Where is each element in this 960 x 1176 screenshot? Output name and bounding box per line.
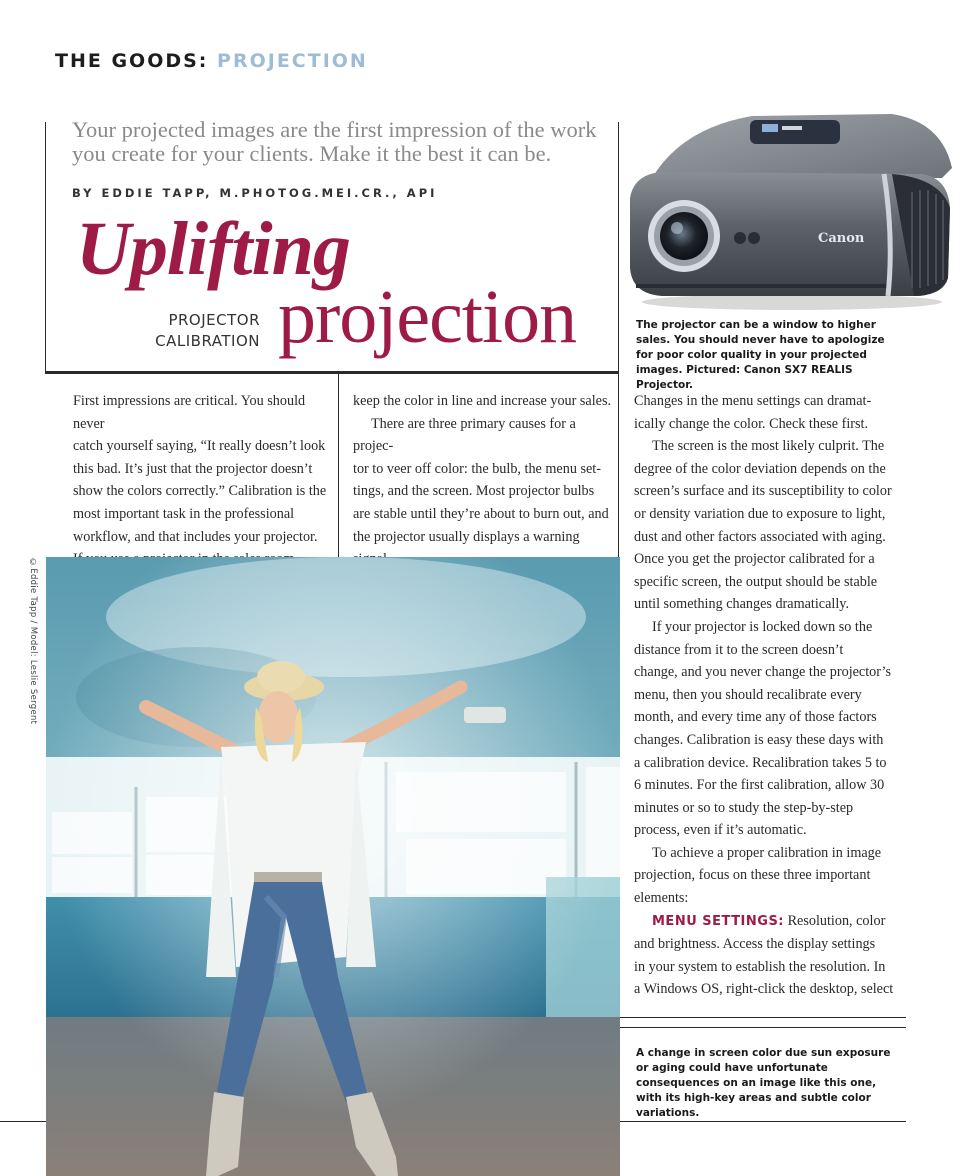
column-3 <box>634 390 906 1001</box>
col3-line: process, even if it’s automatic. <box>634 822 807 839</box>
model-photo-illustration <box>46 557 620 1176</box>
col3-menu-line <box>634 910 906 934</box>
subtitle <box>120 310 260 352</box>
section-header <box>55 50 368 72</box>
col2-line: are stable until they’re about to burn out, and <box>353 505 609 522</box>
article-deck: Your projected images are the first impression of the work you create for your clients. Make it the best it can be. <box>72 117 597 166</box>
col3-line: specific screen, the output should be stable <box>634 573 878 590</box>
col3-line: elements: <box>634 890 689 907</box>
section-name: PROJECTION <box>217 50 368 72</box>
title-uplifting: Uplifting <box>76 207 350 291</box>
col3-line: changes. Calibration is easy these days with <box>634 731 884 748</box>
col1-line: this bad. It’s just that the projector doesn’t <box>73 460 313 477</box>
col3-line: If your projector is locked down so the <box>652 618 873 635</box>
projector-caption: The projector can be a window to higher sales. You should never have to apologize for poor color quality in your projected images. Pictured: Canon SX7 REALIS Projector. <box>636 319 885 391</box>
caption-bottom-rule <box>619 1121 906 1122</box>
col2-line: tings, and the screen. Most projector bulbs <box>353 483 595 500</box>
col3-line: ically change the color. Check these first. <box>634 415 869 432</box>
title-bottom-rule <box>45 371 619 374</box>
byline: BY EDDIE TAPP, M.PHOTOG.MEI.CR., API <box>72 186 438 200</box>
col1-line: show the colors correctly.” Calibration is the <box>73 483 327 500</box>
menu-settings-lead: MENU SETTINGS: <box>652 913 785 929</box>
col3-line: in your system to establish the resolution. In <box>634 958 886 975</box>
col3-line: The screen is the most likely culprit. The <box>652 438 885 455</box>
col3-line: month, and every time any of those factors <box>634 709 877 726</box>
col3-line: Once you get the projector calibrated for a <box>634 551 875 568</box>
section-label: THE GOODS: <box>55 50 209 72</box>
subtitle-line-1: PROJECTOR <box>168 311 260 329</box>
title-vertical-rule <box>618 122 619 372</box>
subtitle-line-2: CALIBRATION <box>155 332 260 350</box>
col3-line: degree of the color deviation depends on the <box>634 460 886 477</box>
col3-line: menu, then you should recalibrate every <box>634 686 862 703</box>
col3-line: To achieve a proper calibration in image <box>652 844 882 861</box>
column-divider-1 <box>338 374 339 557</box>
main-photo <box>46 557 620 1176</box>
column-1 <box>73 390 335 571</box>
col3-line: projection, focus on these three important <box>634 867 871 884</box>
col3-line: distance from it to the screen doesn’t <box>634 641 844 658</box>
col1-line: catch yourself saying, “It really doesn’t look <box>73 438 326 455</box>
col2-line: tor to veer off color: the bulb, the menu set- <box>353 460 601 477</box>
col2-line: keep the color in line and increase your sales. <box>353 393 612 409</box>
col2-line: the projector usually displays a warning <box>353 528 580 545</box>
col3-line: Changes in the menu settings can dramat- <box>634 393 872 409</box>
projector-photo <box>622 108 956 312</box>
photo-caption: A change in screen color due sun exposure or aging could have unfortunate consequences on an image like this one, with its high-key areas and subtle color variations. <box>636 1047 891 1119</box>
col1-line: most important task in the professional <box>73 505 295 522</box>
col1-line: First impressions are critical. You should never <box>73 393 306 432</box>
projector-brand-label: Canon <box>818 231 865 246</box>
col3-line: change, and you never change the projector’s <box>634 664 891 681</box>
page-bottom-rule-left <box>0 1121 46 1122</box>
col3-line: and brightness. Access the display settings <box>634 936 876 953</box>
col3-line: until something changes dramatically. <box>634 596 849 613</box>
caption-top-rule-1 <box>619 1017 906 1018</box>
title-projection: projection <box>278 275 577 359</box>
photo-credit: ©Eddie Tapp / Model: Leslie Sergent <box>28 558 38 725</box>
col3-line: minutes or so to study the step-by-step <box>634 799 854 816</box>
col1-line: workflow, and that includes your projector. <box>73 528 318 545</box>
col3-line: a calibration device. Recalibration takes 5 to <box>634 754 887 771</box>
left-vertical-rule <box>45 122 46 372</box>
caption-top-rule-2 <box>619 1027 906 1028</box>
col3-line: or density variation due to exposure to light, <box>634 505 886 522</box>
col3-line: 6 minutes. For the first calibration, allow 30 <box>634 777 885 794</box>
menu-settings-text: Resolution, color <box>787 912 886 929</box>
col3-line: a Windows OS, right-click the desktop, select <box>634 981 894 998</box>
col3-line: dust and other factors associated with aging. <box>634 528 886 545</box>
projector-illustration <box>622 108 956 312</box>
col2-line: There are three primary causes for a projec- <box>353 415 576 455</box>
col3-line: screen’s surface and its susceptibility to color <box>634 483 892 500</box>
